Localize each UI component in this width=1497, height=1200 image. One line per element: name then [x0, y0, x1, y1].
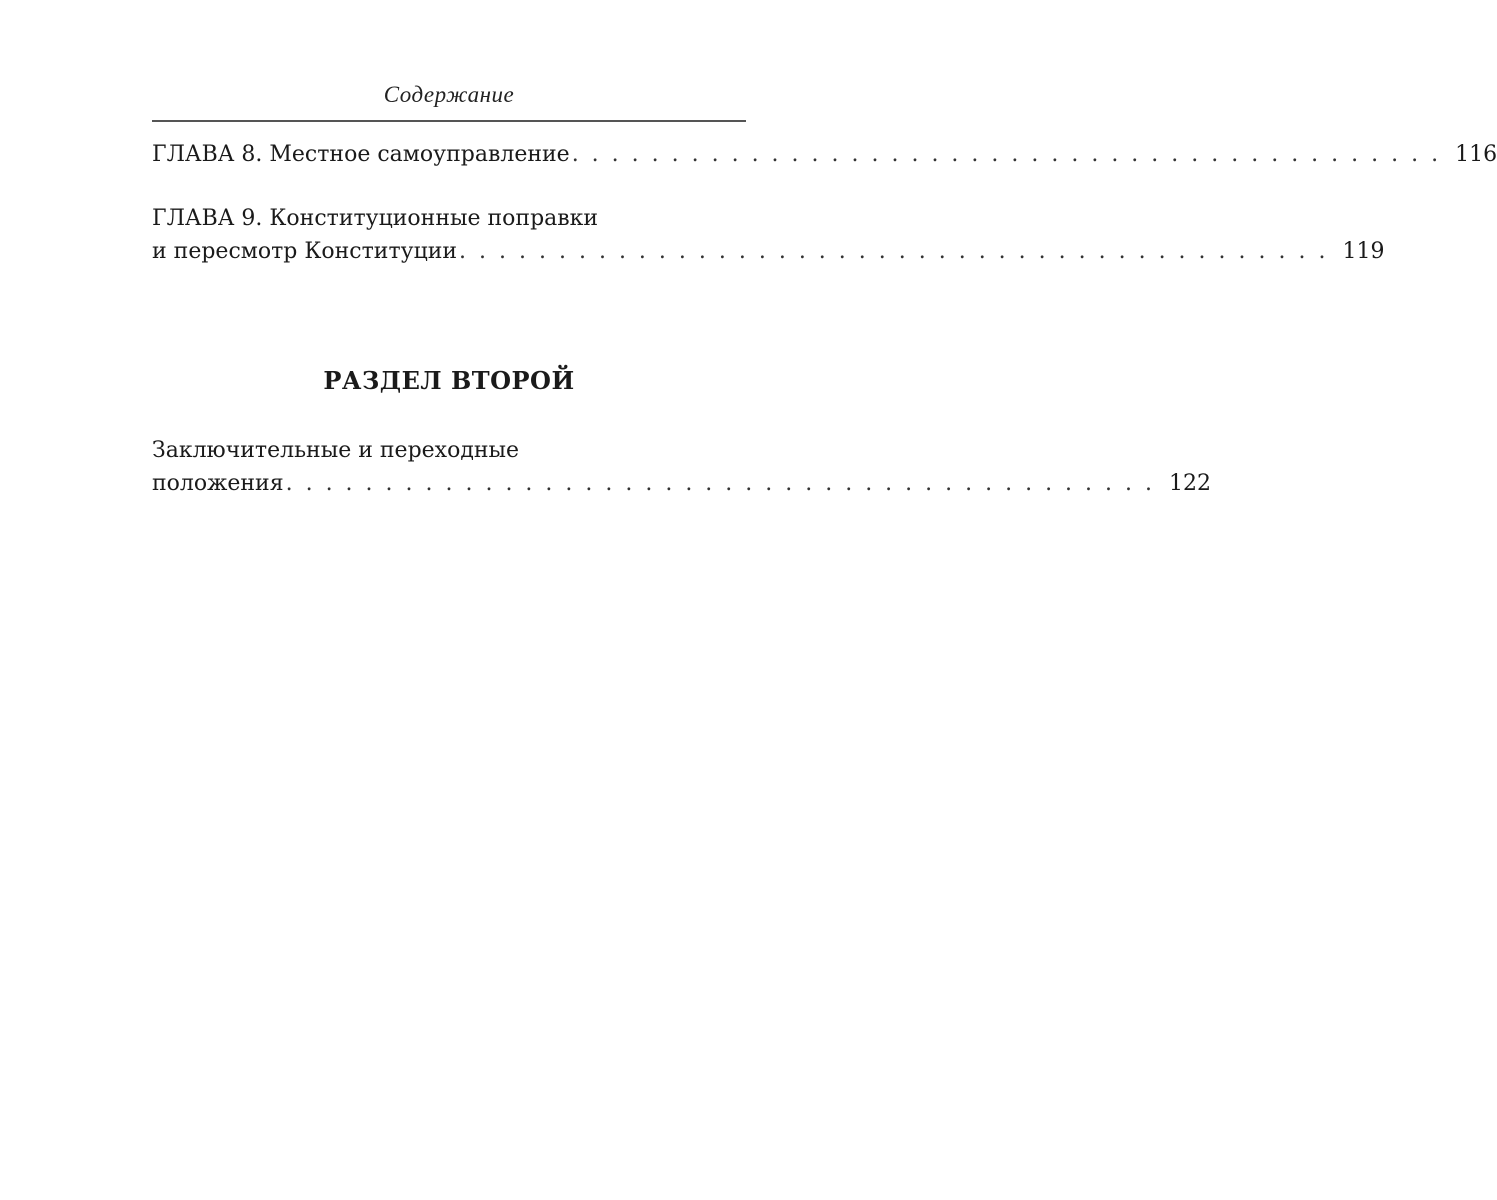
- toc-entry-title-continued: и пересмотр Конституции: [152, 239, 458, 264]
- toc-entry-title: ГЛАВА 8. Местное самоуправление: [152, 142, 570, 167]
- toc-page-number: 116: [1455, 142, 1497, 167]
- toc-page-number: 119: [1342, 239, 1385, 264]
- toc-entry-line: [152, 434, 746, 467]
- header-rule: [152, 120, 746, 122]
- toc-entry-chapter-8[interactable]: [152, 138, 1497, 171]
- dot-leader: . . . . . . . . . . . . . . . . . . . . . . . . . . . . . . . . . . . . . . . . . . . .: [459, 239, 1329, 264]
- toc-entry-line: [152, 235, 1385, 268]
- running-head: Содержание: [383, 82, 515, 107]
- dot-leader: . . . . . . . . . . . . . . . . . . . . . . . . . . . . . . . . . . . . . . . . . . . .: [571, 142, 1442, 167]
- dot-leader: . . . . . . . . . . . . . . . . . . . . . . . . . . . . . . . . . . . . . . . . . . . .: [285, 471, 1155, 496]
- toc-entry-title: ГЛАВА 9. Конституционные поправки: [152, 206, 599, 231]
- toc-entry-line: [152, 467, 1211, 500]
- section-heading: РАЗДЕЛ ВТОРОЙ: [323, 366, 575, 395]
- toc-entry-line: [152, 138, 1497, 171]
- toc-entry-line: [152, 202, 746, 235]
- toc-entry-title: Заключительные и переходные: [152, 438, 520, 463]
- toc-entry-title-continued: положения: [152, 471, 284, 496]
- toc-page-number: 122: [1169, 471, 1211, 496]
- toc-entry-final-provisions[interactable]: [152, 434, 1211, 500]
- toc-entry-chapter-9[interactable]: [152, 202, 1385, 268]
